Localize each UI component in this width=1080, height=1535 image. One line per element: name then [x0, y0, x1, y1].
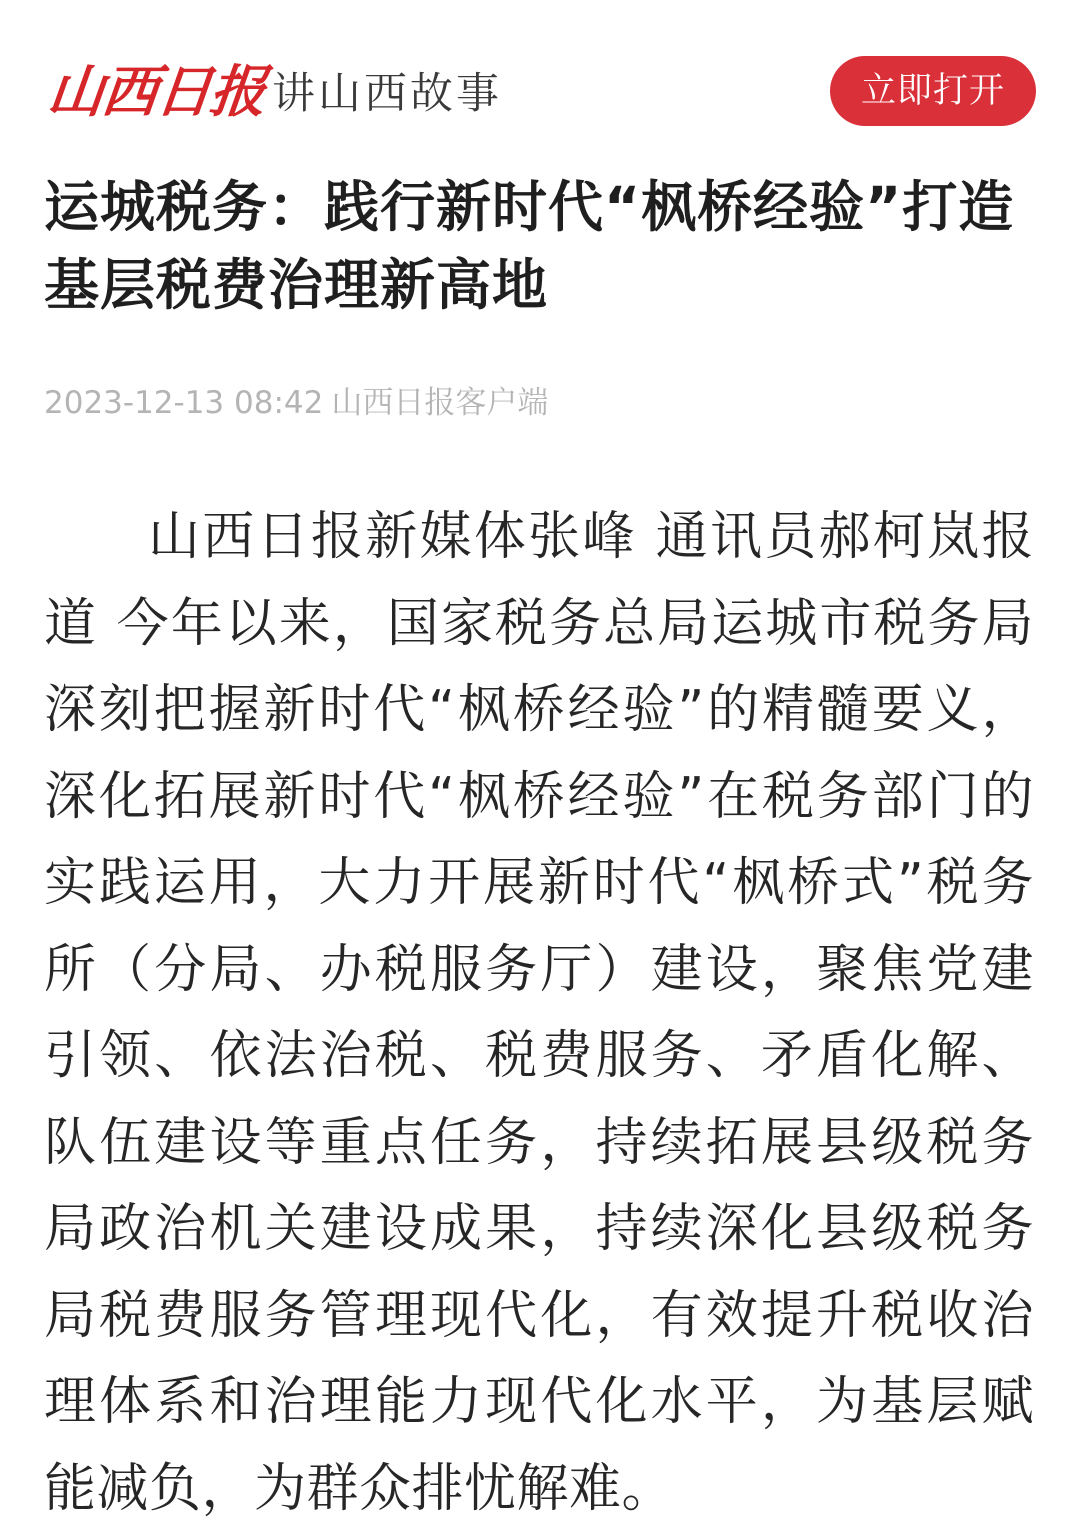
publish-date: 2023-12-13 08:42 — [44, 385, 324, 421]
app-header — [0, 0, 1080, 150]
shanxi-daily-logo: 山西日报 — [44, 59, 268, 125]
article-meta — [44, 380, 548, 426]
article-body: 山西日报新媒体张峰 通讯员郝柯岚报道 今年以来，国家税务总局运城市税务局深刻把握新时代“枫桥经验”的精髓要义，深化拓展新时代“枫桥经验”在税务部门的实践运用，大力开展新时代“枫桥式”税务所（分局、办税服务厅）建设，聚焦党建引领、依法治税、税费服务、矛盾化解、队伍建设等重点任务，持续拓展县级税务局政治机关建设成果，持续深化县级税务局税费服务管理现代化，有效提升税收治理体系和治理能力现代化水平，为基层赋能减负，为群众排忧解难。 — [44, 507, 1034, 1519]
header-slogan: 讲山西故事 — [272, 69, 502, 119]
open-app-button[interactable]: 立即打开 — [830, 56, 1036, 126]
article-title: 运城税务：践行新时代“枫桥经验”打造基层税费治理新高地 — [44, 175, 1015, 317]
article-source: 山西日报客户端 — [331, 385, 549, 421]
